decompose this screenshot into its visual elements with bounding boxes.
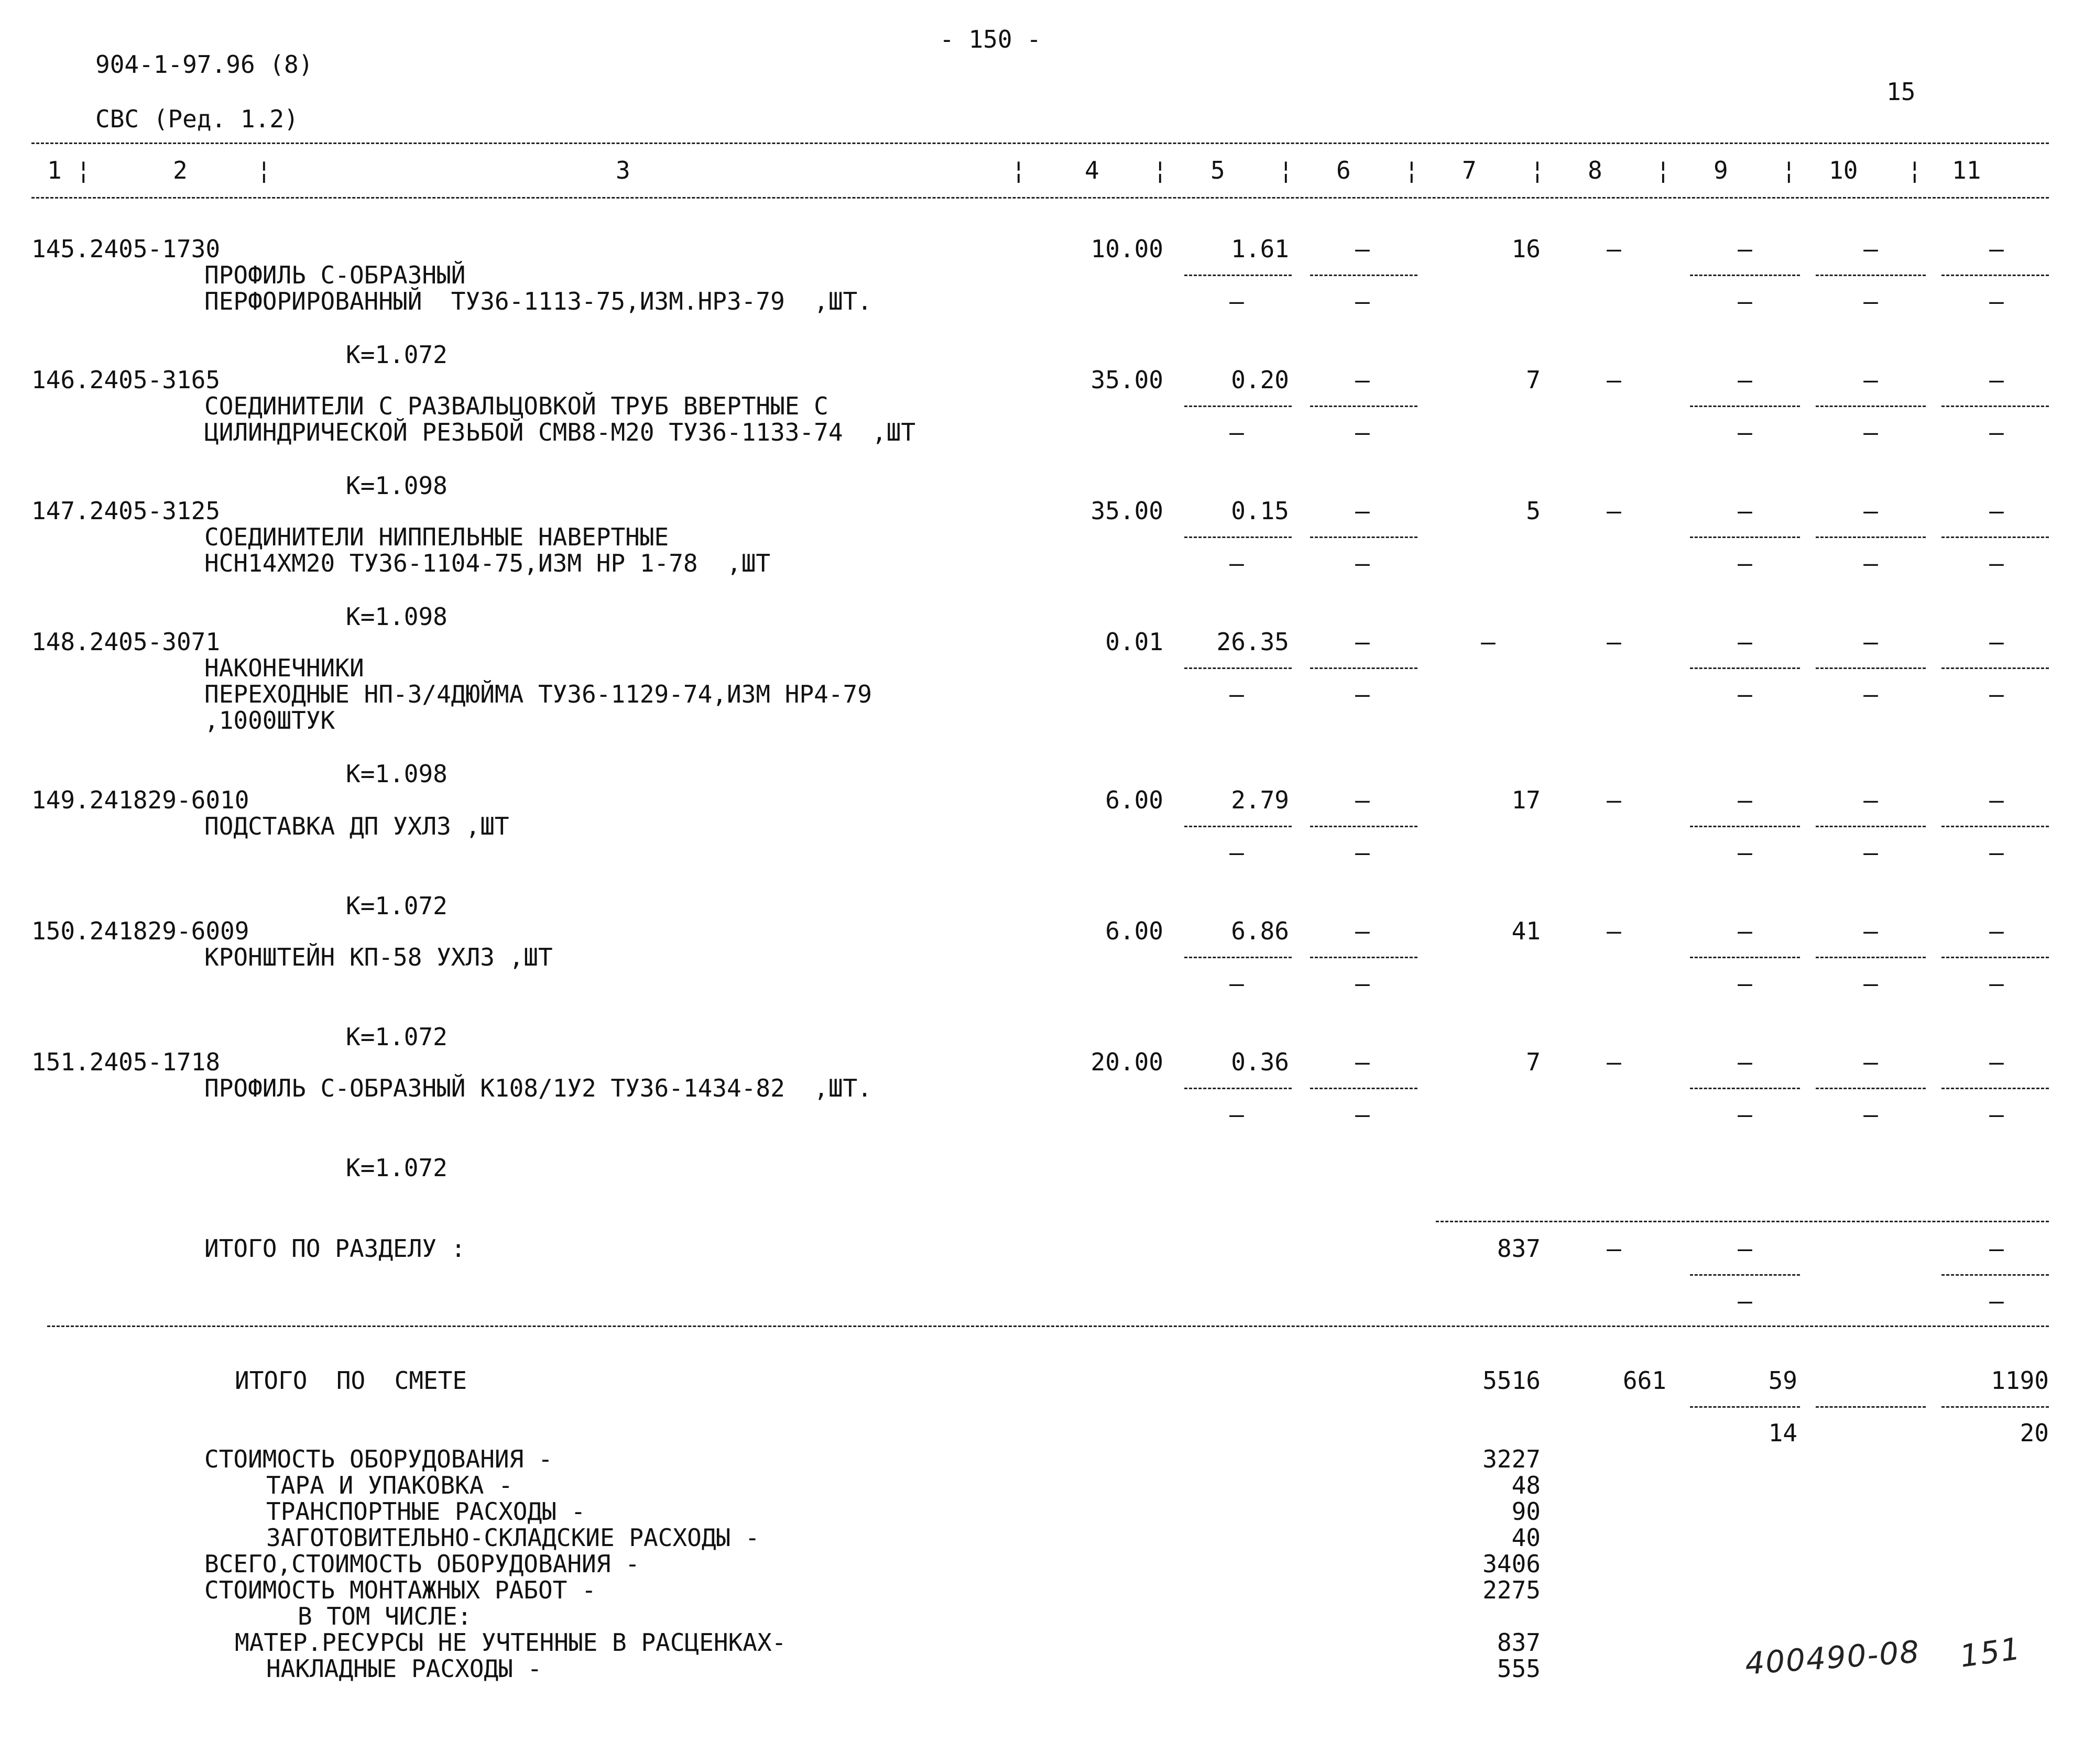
item-lower-col5: – xyxy=(1229,838,1244,867)
estimate-total-col11: 1190 xyxy=(1991,1366,2049,1395)
fraction-rule xyxy=(1941,1088,2049,1089)
item-coefficient: К=1.072 xyxy=(346,1154,448,1182)
summary-value: 48 xyxy=(1511,1471,1541,1499)
item-coefficient: К=1.072 xyxy=(346,341,448,369)
col-9: 9 xyxy=(1714,156,1728,184)
item-description-line: ,1000ШТУК xyxy=(204,706,335,735)
fraction-rule xyxy=(1184,1088,1292,1089)
fraction-rule xyxy=(1941,275,2049,276)
item-lower-col11: – xyxy=(1989,549,2004,577)
item-code: 145.2405-1730 xyxy=(31,235,221,263)
item-unit-price: 0.20 xyxy=(1231,366,1289,394)
item-total: 7 xyxy=(1526,366,1541,394)
item-lower-col6: – xyxy=(1355,969,1370,998)
item-lower-col6: – xyxy=(1355,549,1370,577)
fraction-rule xyxy=(1941,536,2049,538)
item-col9: – xyxy=(1738,235,1752,263)
item-col6: – xyxy=(1355,786,1370,814)
archive-stamp-page: 151 xyxy=(1957,1630,2023,1674)
list-item xyxy=(0,1050,2073,1181)
item-total: 41 xyxy=(1511,917,1541,945)
section-total-col9: – xyxy=(1738,1234,1752,1263)
fraction-rule xyxy=(1690,826,1800,827)
item-quantity: 10.00 xyxy=(1090,235,1163,263)
item-lower-col10: – xyxy=(1863,838,1878,867)
item-unit-price: 0.15 xyxy=(1231,497,1289,525)
fraction-rule xyxy=(1184,667,1292,669)
item-lower-col11: – xyxy=(1989,838,2004,867)
section-total-col11: – xyxy=(1989,1234,2004,1263)
item-description-line: ПЕРФОРИРОВАННЫЙ ТУ36-1113-75,ИЗМ.НРЗ-79 ,ШТ. xyxy=(204,287,872,315)
item-col10: – xyxy=(1863,366,1878,394)
item-total: 5 xyxy=(1526,497,1541,525)
estimate-total-col9-lower: 14 xyxy=(1768,1419,1797,1447)
fraction-rule xyxy=(1816,826,1926,827)
item-lower-col5: – xyxy=(1229,549,1244,577)
section-end-rule xyxy=(47,1325,2049,1327)
fraction-rule xyxy=(1941,406,2049,407)
fraction-rule xyxy=(1816,536,1926,538)
section-total-col9-lower: – xyxy=(1738,1287,1752,1315)
fraction-rule xyxy=(1816,1088,1926,1089)
item-quantity: 35.00 xyxy=(1090,497,1163,525)
item-col10: – xyxy=(1863,628,1878,656)
section-total-label: ИТОГО ПО РАЗДЕЛУ : xyxy=(204,1234,466,1263)
fraction-rule xyxy=(1941,1274,2049,1276)
estimate-total-col8: 661 xyxy=(1622,1366,1666,1395)
fraction-rule xyxy=(1310,536,1417,538)
fraction-rule xyxy=(1690,1274,1800,1276)
item-lower-col6: – xyxy=(1355,1100,1370,1128)
summary-value: 3406 xyxy=(1482,1550,1541,1578)
fraction-rule xyxy=(1941,826,2049,827)
col-sep: ¦ xyxy=(1907,156,1922,184)
estimate-total-col11-lower: 20 xyxy=(2020,1419,2049,1447)
fraction-rule xyxy=(1816,406,1926,407)
item-lower-col9: – xyxy=(1738,838,1752,867)
item-col10: – xyxy=(1863,917,1878,945)
item-col6: – xyxy=(1355,497,1370,525)
col-11: 11 xyxy=(1952,156,1981,184)
estimate-total-col9: 59 xyxy=(1768,1366,1797,1395)
item-code: 151.2405-1718 xyxy=(31,1048,221,1076)
item-description-line: НСН14ХМ20 ТУ36-1104-75,ИЗМ НР 1-78 ,ШТ xyxy=(204,549,771,577)
list-item xyxy=(0,499,2073,630)
summary-value: 837 xyxy=(1497,1628,1541,1657)
summary-value: 90 xyxy=(1511,1497,1541,1526)
item-unit-price: 0.36 xyxy=(1231,1048,1289,1076)
summary-label: НАКЛАДНЫЕ РАСХОДЫ - xyxy=(266,1655,542,1683)
item-lower-col11: – xyxy=(1989,287,2004,315)
item-description-line: СОЕДИНИТЕЛИ С РАЗВАЛЬЦОВКОЙ ТРУБ ВВЕРТНЫЕ С xyxy=(204,392,828,420)
item-quantity: 6.00 xyxy=(1105,917,1163,945)
item-lower-col9: – xyxy=(1738,680,1752,708)
item-lower-col11: – xyxy=(1989,418,2004,446)
list-item xyxy=(0,919,2073,1050)
list-item xyxy=(0,630,2073,787)
col-sep: ¦ xyxy=(257,156,271,184)
item-col8: – xyxy=(1607,1048,1621,1076)
item-total: 17 xyxy=(1511,786,1541,814)
summary-label: В ТОМ ЧИСЛЕ: xyxy=(298,1602,472,1630)
summary-label: МАТЕР.РЕСУРСЫ НЕ УЧТЕННЫЕ В РАСЦЕНКАХ- xyxy=(235,1628,787,1657)
item-lower-col10: – xyxy=(1863,418,1878,446)
item-code: 150.241829-6009 xyxy=(31,917,249,945)
item-code: 149.241829-6010 xyxy=(31,786,249,814)
sheet-number: 15 xyxy=(1886,78,1916,106)
item-coefficient: К=1.098 xyxy=(346,472,448,500)
fraction-rule xyxy=(1690,406,1800,407)
col-sep: ¦ xyxy=(1656,156,1671,184)
fraction-rule xyxy=(1310,826,1417,827)
item-col6: – xyxy=(1355,366,1370,394)
fraction-rule xyxy=(1816,275,1926,276)
item-code: 146.2405-3165 xyxy=(31,366,221,394)
item-quantity: 20.00 xyxy=(1090,1048,1163,1076)
fraction-rule xyxy=(1690,1088,1800,1089)
list-item xyxy=(0,237,2073,368)
archive-stamp-code: 400490-08 xyxy=(1744,1634,1922,1682)
item-col6: – xyxy=(1355,1048,1370,1076)
estimate-total-label: ИТОГО ПО СМЕТЕ xyxy=(235,1366,467,1395)
item-lower-col6: – xyxy=(1355,418,1370,446)
col-sep: ¦ xyxy=(1279,156,1293,184)
item-unit-price: 26.35 xyxy=(1216,628,1289,656)
fraction-rule xyxy=(1310,667,1417,669)
item-total: 7 xyxy=(1526,1048,1541,1076)
section-total-col11-lower: – xyxy=(1989,1287,2004,1315)
item-col9: – xyxy=(1738,1048,1752,1076)
fraction-rule xyxy=(1816,1406,1926,1408)
item-col10: – xyxy=(1863,1048,1878,1076)
item-col11: – xyxy=(1989,628,2004,656)
item-col9: – xyxy=(1738,366,1752,394)
item-lower-col6: – xyxy=(1355,838,1370,867)
summary-value: 3227 xyxy=(1482,1445,1541,1473)
fraction-rule xyxy=(1690,957,1800,958)
item-col6: – xyxy=(1355,235,1370,263)
section-total-col7: 837 xyxy=(1497,1234,1541,1263)
fraction-rule xyxy=(1941,957,2049,958)
item-col8: – xyxy=(1607,628,1621,656)
item-lower-col11: – xyxy=(1989,680,2004,708)
item-coefficient: К=1.098 xyxy=(346,602,448,631)
col-sep: ¦ xyxy=(1404,156,1419,184)
fraction-rule xyxy=(1816,667,1926,669)
col-6: 6 xyxy=(1336,156,1351,184)
item-unit-price: 6.86 xyxy=(1231,917,1289,945)
col-1: 1 ¦ xyxy=(47,156,91,184)
item-lower-col9: – xyxy=(1738,287,1752,315)
item-lower-col5: – xyxy=(1229,1100,1244,1128)
item-col10: – xyxy=(1863,235,1878,263)
section-total-col8: – xyxy=(1607,1234,1621,1263)
fraction-rule xyxy=(1941,667,2049,669)
item-description-line: ПЕРЕХОДНЫЕ НП-3/4ДЮЙМА ТУ36-1129-74,ИЗМ НР4-79 xyxy=(204,680,872,708)
item-col11: – xyxy=(1989,917,2004,945)
fraction-rule xyxy=(1184,275,1292,276)
col-5: 5 xyxy=(1210,156,1225,184)
item-lower-col10: – xyxy=(1863,1100,1878,1128)
item-col10: – xyxy=(1863,786,1878,814)
item-lower-col5: – xyxy=(1229,418,1244,446)
item-description-line: ПРОФИЛЬ С-ОБРАЗНЫЙ К108/1У2 ТУ36-1434-82 ,ШТ. xyxy=(204,1074,872,1102)
item-quantity: 6.00 xyxy=(1105,786,1163,814)
summary-label: ТАРА И УПАКОВКА - xyxy=(266,1471,513,1499)
item-coefficient: К=1.072 xyxy=(346,1023,448,1051)
fraction-rule xyxy=(1690,667,1800,669)
item-col11: – xyxy=(1989,366,2004,394)
item-lower-col11: – xyxy=(1989,969,2004,998)
item-col8: – xyxy=(1607,497,1621,525)
item-lower-col9: – xyxy=(1738,549,1752,577)
item-total: – xyxy=(1481,628,1496,656)
document-code: 904-1-97.96 (8) xyxy=(95,50,313,79)
item-col11: – xyxy=(1989,786,2004,814)
item-description-line: СОЕДИНИТЕЛИ НИППЕЛЬНЫЕ НАВЕРТНЫЕ xyxy=(204,523,669,551)
item-unit-price: 1.61 xyxy=(1231,235,1289,263)
summary-label: СТОИМОСТЬ МОНТАЖНЫХ РАБОТ - xyxy=(204,1576,596,1604)
fraction-rule xyxy=(1310,1088,1417,1089)
item-lower-col5: – xyxy=(1229,969,1244,998)
item-code: 148.2405-3071 xyxy=(31,628,221,656)
header-bottom-rule xyxy=(31,197,2049,199)
header-top-rule xyxy=(31,143,2049,144)
fraction-rule xyxy=(1310,275,1417,276)
summary-value: 40 xyxy=(1511,1524,1541,1552)
summary-label: ВСЕГО,СТОИМОСТЬ ОБОРУДОВАНИЯ - xyxy=(204,1550,640,1578)
item-lower-col5: – xyxy=(1229,680,1244,708)
item-col6: – xyxy=(1355,917,1370,945)
summary-label: ЗАГОТОВИТЕЛЬНО-СКЛАДСКИЕ РАСХОДЫ - xyxy=(266,1524,760,1552)
summary-label: ТРАНСПОРТНЫЕ РАСХОДЫ - xyxy=(266,1497,586,1526)
page-number: - 150 - xyxy=(940,25,1041,53)
list-item xyxy=(0,788,2073,919)
item-lower-col9: – xyxy=(1738,1100,1752,1128)
item-description-line: КРОНШТЕЙН КП-58 УХЛЗ ,ШТ xyxy=(204,943,553,971)
item-quantity: 0.01 xyxy=(1105,628,1163,656)
col-3: 3 xyxy=(616,156,630,184)
col-10: 10 xyxy=(1829,156,1858,184)
item-col9: – xyxy=(1738,628,1752,656)
estimate-total-col7: 5516 xyxy=(1482,1366,1541,1395)
item-lower-col11: – xyxy=(1989,1100,2004,1128)
item-lower-col10: – xyxy=(1863,549,1878,577)
item-description-line: ЦИЛИНДРИЧЕСКОЙ РЕЗЬБОЙ СМВ8-М20 ТУ36-1133-74 ,ШТ xyxy=(204,418,916,446)
fraction-rule xyxy=(1184,957,1292,958)
item-col8: – xyxy=(1607,917,1621,945)
summary-value: 2275 xyxy=(1482,1576,1541,1604)
col-sep: ¦ xyxy=(1530,156,1545,184)
item-col8: – xyxy=(1607,366,1621,394)
col-8: 8 xyxy=(1588,156,1602,184)
fraction-rule xyxy=(1690,1406,1800,1408)
item-lower-col9: – xyxy=(1738,418,1752,446)
item-lower-col6: – xyxy=(1355,287,1370,315)
item-col9: – xyxy=(1738,497,1752,525)
item-total: 16 xyxy=(1511,235,1541,263)
item-col11: – xyxy=(1989,235,2004,263)
fraction-rule xyxy=(1184,826,1292,827)
fraction-rule xyxy=(1310,406,1417,407)
item-code: 147.2405-3125 xyxy=(31,497,221,525)
item-col8: – xyxy=(1607,235,1621,263)
fraction-rule xyxy=(1184,406,1292,407)
col-sep: ¦ xyxy=(1011,156,1026,184)
col-2: 2 xyxy=(173,156,188,184)
system-label: СВС (Ред. 1.2) xyxy=(95,105,299,133)
item-lower-col5: – xyxy=(1229,287,1244,315)
fraction-rule xyxy=(1690,275,1800,276)
item-quantity: 35.00 xyxy=(1090,366,1163,394)
item-col11: – xyxy=(1989,497,2004,525)
fraction-rule xyxy=(1310,957,1417,958)
item-lower-col6: – xyxy=(1355,680,1370,708)
item-col8: – xyxy=(1607,786,1621,814)
fraction-rule xyxy=(1184,536,1292,538)
item-coefficient: К=1.098 xyxy=(346,760,448,788)
fraction-rule xyxy=(1816,957,1926,958)
item-col9: – xyxy=(1738,917,1752,945)
fraction-rule xyxy=(1941,1406,2049,1408)
item-col10: – xyxy=(1863,497,1878,525)
list-item xyxy=(0,368,2073,499)
fraction-rule xyxy=(1690,536,1800,538)
col-7: 7 xyxy=(1462,156,1477,184)
item-lower-col9: – xyxy=(1738,969,1752,998)
item-coefficient: К=1.072 xyxy=(346,892,448,920)
col-4: 4 xyxy=(1085,156,1099,184)
item-col11: – xyxy=(1989,1048,2004,1076)
item-col6: – xyxy=(1355,628,1370,656)
summary-label: СТОИМОСТЬ ОБОРУДОВАНИЯ - xyxy=(204,1445,553,1473)
item-unit-price: 2.79 xyxy=(1231,786,1289,814)
col-sep: ¦ xyxy=(1153,156,1168,184)
item-col9: – xyxy=(1738,786,1752,814)
item-lower-col10: – xyxy=(1863,969,1878,998)
item-lower-col10: – xyxy=(1863,287,1878,315)
section-total-rule xyxy=(1436,1221,2049,1222)
item-description-line: НАКОНЕЧНИКИ xyxy=(204,654,364,682)
col-sep: ¦ xyxy=(1782,156,1796,184)
item-description-line: ПОДСТАВКА ДП УХЛЗ ,ШТ xyxy=(204,812,509,840)
item-lower-col10: – xyxy=(1863,680,1878,708)
summary-value: 555 xyxy=(1497,1655,1541,1683)
item-description-line: ПРОФИЛЬ С-ОБРАЗНЫЙ xyxy=(204,261,466,289)
